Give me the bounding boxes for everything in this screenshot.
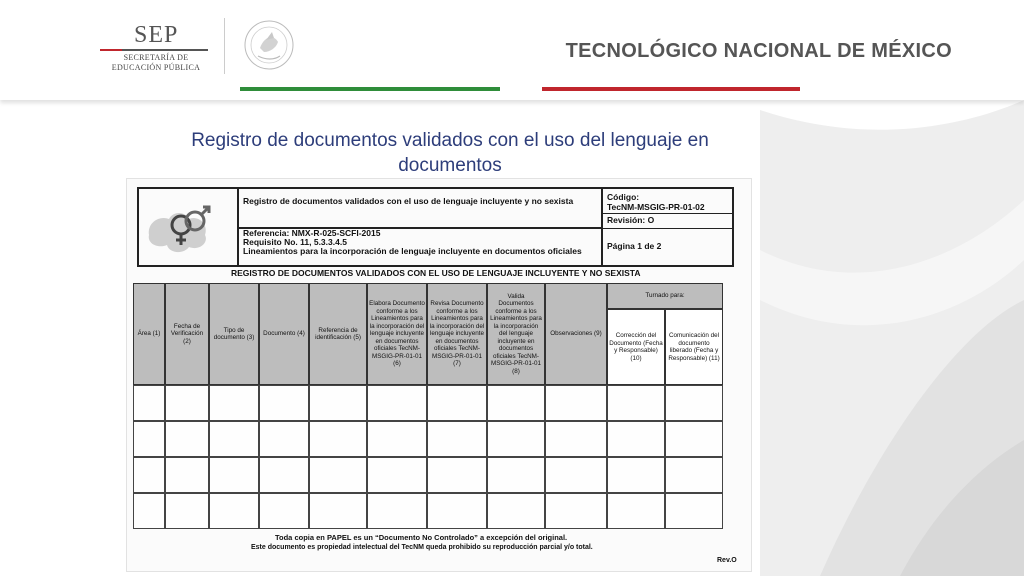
sep-subtitle-line2: EDUCACIÓN PÚBLICA bbox=[111, 63, 201, 72]
column-header: Área (1) bbox=[133, 283, 165, 385]
table-cell bbox=[309, 457, 367, 493]
document-revision-cell bbox=[603, 213, 732, 229]
column-header: Referencia de identificación (5) bbox=[309, 283, 367, 385]
table-cell bbox=[427, 385, 487, 421]
table-cell bbox=[259, 493, 309, 529]
column-subheader: Corrección del Documento (Fecha y Responsable) (10) bbox=[607, 309, 665, 385]
red-stripe bbox=[542, 87, 800, 91]
document-page: Página 1 de 2 bbox=[607, 241, 662, 251]
table-cell bbox=[367, 457, 427, 493]
sep-subtitle bbox=[104, 53, 208, 73]
document-logo bbox=[139, 189, 239, 265]
reference-line2: Requisito No. 11, 5.3.3.4.5 bbox=[243, 237, 347, 247]
document-header-middle bbox=[239, 189, 603, 265]
table-cell bbox=[487, 457, 545, 493]
reference-line3: Lineamientos para la incorporación de lenguaje incluyente en documentos oficiales bbox=[243, 246, 582, 256]
slide-title bbox=[150, 128, 750, 178]
sep-subtitle-line1: SECRETARÍA DE bbox=[123, 53, 189, 62]
code-value: TecNM-MSGIG-PR-01-02 bbox=[607, 202, 705, 212]
sep-rule bbox=[100, 49, 208, 51]
table-cell bbox=[165, 457, 209, 493]
document-revision: Revisión: O bbox=[607, 215, 655, 225]
table-cell bbox=[487, 421, 545, 457]
table-cell bbox=[607, 493, 665, 529]
document-scan bbox=[126, 178, 752, 572]
table-cell bbox=[487, 493, 545, 529]
column-header: Documento (4) bbox=[259, 283, 309, 385]
table-cell bbox=[665, 421, 723, 457]
table-cell bbox=[367, 385, 427, 421]
table-cell bbox=[545, 385, 607, 421]
slide-title-line1: Registro de documentos validados con el uso del lenguaje en bbox=[191, 130, 709, 151]
code-label: Código: bbox=[607, 192, 640, 202]
table-cell bbox=[165, 385, 209, 421]
table-cell bbox=[259, 385, 309, 421]
footer-copy-note: Toda copia en PAPEL es un “Documento No Controlado” a excepción del original. bbox=[275, 533, 568, 542]
table-cell bbox=[259, 457, 309, 493]
column-header: Fecha de Verificación (2) bbox=[165, 283, 209, 385]
table-cell bbox=[165, 421, 209, 457]
table-cell bbox=[607, 421, 665, 457]
table-cell bbox=[133, 421, 165, 457]
table-cell bbox=[133, 385, 165, 421]
table-cell bbox=[367, 421, 427, 457]
table-cell bbox=[607, 457, 665, 493]
table-cell bbox=[259, 421, 309, 457]
table-cell bbox=[665, 457, 723, 493]
table-cell bbox=[427, 457, 487, 493]
column-header: Elabora Documento conforme a los Lineamientos para la incorporación del lenguaje incluyente en documentos oficiales TecNM-MSGIG-PR-01-01 (6) bbox=[367, 283, 427, 385]
table-cell bbox=[209, 385, 259, 421]
document-reference bbox=[243, 229, 593, 256]
table-cell bbox=[209, 493, 259, 529]
footer-property-note: Este documento es propiedad intelectual del TecNM queda prohibido su reproducción parcial y/o total. bbox=[251, 544, 593, 551]
institution-title: TECNOLÓGICO NACIONAL DE MÉXICO bbox=[565, 40, 952, 62]
table-cell bbox=[209, 457, 259, 493]
column-header: Tipo de documento (3) bbox=[209, 283, 259, 385]
table-cell bbox=[209, 421, 259, 457]
table-cell bbox=[665, 385, 723, 421]
column-subheader: Comunicación del documento liberado (Fecha y Responsable) (11) bbox=[665, 309, 723, 385]
logo-divider bbox=[224, 18, 225, 74]
gender-symbols-gear-icon bbox=[139, 189, 237, 265]
document-header-table bbox=[137, 187, 734, 267]
document-title: Registro de documentos validados con el uso de lenguaje incluyente y no sexista bbox=[243, 196, 574, 206]
green-stripe bbox=[240, 87, 500, 91]
mexico-seal-icon bbox=[236, 18, 302, 72]
column-header: Observaciones (9) bbox=[545, 283, 607, 385]
table-cell bbox=[133, 457, 165, 493]
table-cell bbox=[665, 493, 723, 529]
column-header: Valida Documentos conforme a los Lineamientos para la incorporación del lenguaje incluyente en documentos oficiales TecNM-MSGIG-PR-01-01 (8) bbox=[487, 283, 545, 385]
sep-logo bbox=[100, 22, 210, 74]
sep-wordmark: SEP bbox=[134, 22, 179, 48]
table-cell bbox=[545, 457, 607, 493]
reference-line1: Referencia: NMX-R-025-SCFI-2015 bbox=[243, 228, 381, 238]
table-cell bbox=[309, 385, 367, 421]
footer-revision: Rev.O bbox=[717, 557, 737, 564]
table-cell bbox=[309, 421, 367, 457]
slide-header bbox=[0, 0, 1024, 100]
table-cell bbox=[165, 493, 209, 529]
document-header-right bbox=[603, 189, 732, 265]
table-cell bbox=[427, 493, 487, 529]
table-cell bbox=[367, 493, 427, 529]
document-title-cell bbox=[239, 189, 601, 229]
table-cell bbox=[309, 493, 367, 529]
table-cell bbox=[427, 421, 487, 457]
table-cell bbox=[545, 493, 607, 529]
table-cell bbox=[545, 421, 607, 457]
document-code bbox=[607, 192, 731, 212]
column-group-header: Turnado para: bbox=[607, 283, 723, 309]
table-cell bbox=[487, 385, 545, 421]
column-header: Revisa Documento conforme a los Lineamientos para la incorporación del lenguaje incluyente en documentos oficiales TecNM-MSGIG-PR-01-01 (7) bbox=[427, 283, 487, 385]
slide-title-line2: documentos bbox=[398, 155, 502, 176]
register-title: REGISTRO DE DOCUMENTOS VALIDADOS CON EL USO DE LENGUAJE INCLUYENTE Y NO SEXISTA bbox=[231, 268, 641, 278]
table-cell bbox=[607, 385, 665, 421]
table-cell bbox=[133, 493, 165, 529]
